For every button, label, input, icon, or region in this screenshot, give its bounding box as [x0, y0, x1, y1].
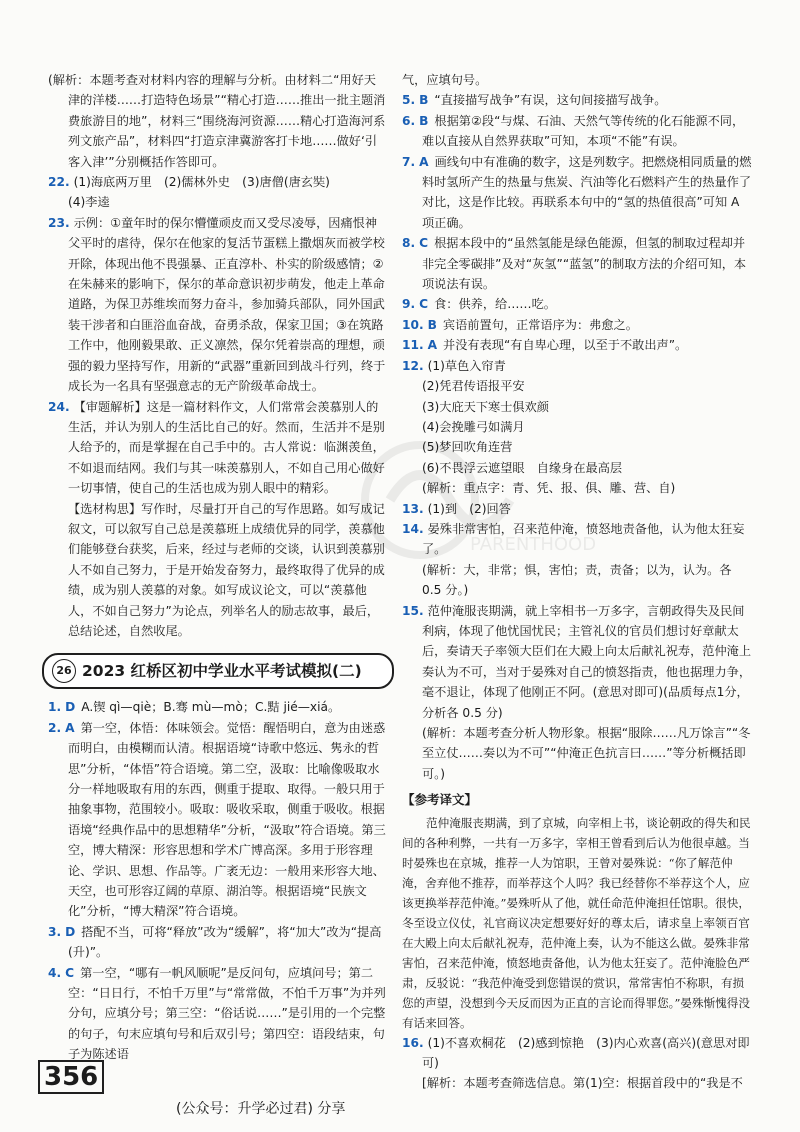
answer-text: 宾语前置句，正常语序为：弗愈之。 [442, 317, 638, 332]
answer-text: 第一空，体悟：体味领会。觉悟：醒悟明白，意为由迷惑而明白，由模糊而认清。根据语境“诗歌中悠远、隽永的哲思”分析，“体悟”符合语境。第二空，汲取：比喻像吸取水分一样地吸取有用的东西，侧重于提取、取得。一般只用于抽象事物，范围较小。吸取：吸收采取，侧重于吸收。根据语境“经典作品中的思想精华”分析，“汲取”符合语境。第三空，博大精深：形容思想和学术广博高深。多用于形容理论、学识、思想、作品等。广袤无边：一般用来形容大地、天空，也可形容辽阔的草原、湖泊等。根据语境“民族文化”分析，“博大精深”符合语境。 [68, 720, 386, 919]
question-number: 24. [48, 399, 70, 414]
section-heading [42, 653, 394, 689]
answer-paragraph [402, 397, 752, 417]
question-number: 2. [48, 720, 62, 735]
answer-text: 【审题解析】这是一篇材料作文，人们常常会羡慕别人的生活，并认为别人的生活比自己的好。然而，生活并不是别人给予的，而是掌握在自己手中的。古人常说：临渊羡鱼，不如退而结网。我们与其一味羡慕别人，不如自己用心做好一切事情，使自己的生活也成为别人眼中的精彩。 [68, 399, 385, 496]
answer-letter: C [419, 297, 429, 312]
translation-paragraph: 范仲淹服丧期满，到了京城，向宰相上书，谈论朝政的得失和民间的各种利弊，一共有一万多字，宰相王曾看到后认为他很卓越。当时晏殊也在京城，推荐一人为馆职，王曾对晏殊说：“你了解范仲淹，舍弃他不推荐，而举荐这个人吗？我已经替你不举荐这个人，应该更换举荐范仲淹。”晏殊听从了他，就任命范仲淹担任馆职。很快，冬至设立仪仗，礼官商议决定想要好好的尊太后，请求皇上率领百官在大殿上向太后献礼祝寿，范仲淹上奏，认为不能这么做。晏殊非常害怕，召来范仲淹，愤怒地责备他，认为他太狂妄了。范仲淹脸色严肃，反驳说：“我范仲淹受到您错误的赏识，常常害怕不称职，有损您的声望，没想到今天反而因为正直的言论而得罪您。”晏殊惭愧得没有话来回答。 [402, 815, 751, 1030]
answer-text: (4)会挽雕弓如满月 [422, 419, 525, 434]
answer-paragraph [48, 697, 388, 717]
watermark-text: PARENTHOOD [470, 534, 597, 555]
answer-text: 晏殊非常害怕，召来范仲淹，愤怒地责备他，认为他太狂妄了。 [422, 521, 745, 557]
question-number: 14. [402, 521, 424, 536]
answer-letter: A [427, 338, 438, 353]
answer-paragraph [402, 294, 752, 314]
answer-paragraph [48, 718, 388, 922]
answer-text: (解析：本题考查对材料内容的理解与分析。由材料二“用好天津的洋楼……打造特色场景”“精心打造……推出一批主题消费旅游目的地”，材料三“围绕海河资源……精心打造海河系列文旅产品”，材料四“打造京津冀游客打卡地……做好‘引客入津’”分别概括作答即可。 [48, 73, 386, 169]
answer-paragraph [48, 192, 388, 212]
answer-text: [解析：本题考查筛选信息。第(1)空：根据首段中的“我是不 [422, 1076, 743, 1091]
answer-text: (解析：大，非常；惧，害怕；责，责备；以为，认为。各 0.5 分。) [422, 562, 732, 598]
answer-paragraph [48, 397, 388, 499]
question-number: 9. [402, 297, 416, 312]
answer-paragraph [402, 376, 752, 396]
answer-paragraph [48, 963, 388, 1065]
question-number: 1. [48, 700, 62, 715]
answer-text: (2)凭君传语报平安 [422, 379, 525, 394]
answer-text: (1)到 (2)回答 [427, 501, 511, 516]
right-column [402, 70, 752, 1094]
answer-paragraph [402, 601, 752, 723]
answer-letter: C [65, 965, 75, 980]
answer-paragraph [402, 1033, 752, 1074]
answer-paragraph [48, 922, 388, 963]
question-number: 8. [402, 236, 416, 251]
answer-paragraph [48, 172, 388, 192]
answer-letter: B [419, 93, 429, 108]
question-number: 11. [402, 338, 424, 353]
answer-text: 【选材构思】写作时，尽量打开自己的写作思路。如写成记叙文，可以叙写自己总是羡慕班上成绩优异的同学，羡慕他们能够登台获奖，后来，经过与老师的交谈，认识到羡慕别人不如自己努力，于是开始发奋努力，最终取得了优异的成绩，成为别人羡慕的对象。如写成议论文，可以“羡慕他人，不如自己努力”为论点，列举名人的励志故事，最后，总结论述，自然收尾。 [68, 501, 385, 638]
question-number: 22. [48, 175, 70, 190]
answer-letter: C [419, 236, 429, 251]
question-number: 6. [402, 113, 416, 128]
answer-text: (5)梦回吹角连营 [422, 440, 513, 455]
left-column [48, 70, 388, 1065]
answer-paragraph [48, 499, 388, 642]
answer-text: 示例：①童年时的保尔懵懂顽皮而又受尽凌辱，因痛恨神父平时的虐待，保尔在他家的复活节蛋糕上撒烟灰而被学校开除，体现出他不畏强暴、正直淳朴、朴实的阶级感情；②在朱赫来的影响下，保尔的革命意识初步萌发，他走上革命道路，为保卫苏维埃而努力奋斗，参加骑兵部队，同外国武装干涉者和白匪浴血奋战，奋勇杀敌，保家卫国；③在筑路工作中，他刚毅果敢、正义凛然，保尔凭着崇高的理想，顽强的毅力坚持写作，用新的“武器”重新回到战斗行列，终于成长为一名具有坚强意志的无产阶级革命战士。 [68, 215, 386, 394]
question-number: 16. [402, 1035, 424, 1050]
question-number: 5. [402, 93, 416, 108]
answer-text: 食：供养，给……吃。 [434, 297, 556, 312]
answer-paragraph [402, 111, 752, 152]
answer-text: (6)不畏浮云遮望眼 自缘身在最高层 [422, 460, 623, 475]
answer-paragraph [402, 70, 752, 90]
answer-paragraph [402, 233, 752, 294]
answer-paragraph [402, 335, 752, 355]
answer-text: 第一空，“哪有一帆风顺呢”是反问句，应填问号；第二空：“日日行，不怕千万里”与“常常做，不怕千万事”为并列分句，应填分号；第三空：“俗话说……”是引用的一个完整的句子，句末应填句号和后双引号；第四空：语段结束，句子为陈述语 [68, 965, 386, 1062]
answer-text: (4)李逵 [68, 195, 110, 210]
answer-text: (解析：重点字：青、凭、报、俱、雕、营、自) [422, 481, 676, 496]
answer-text: 搭配不当，可将“释放”改为“缓解”，将“加大”改为“提高(升)”。 [68, 924, 382, 960]
question-number: 7. [402, 154, 416, 169]
reference-translation-heading: 【参考译文】 [402, 792, 478, 808]
answer-paragraph [402, 356, 752, 376]
answer-text: 并没有表现“有自卑心理，以至于不敢出声”。 [443, 338, 688, 353]
answer-paragraph [48, 70, 388, 172]
answer-text: 根据本段中的“虽然氢能是绿色能源，但氢的制取过程却并非完全零碳排”及对“灰氢”“蓝氢”的制取方法的介绍可知，本项说法有误。 [422, 236, 747, 292]
answer-letter: A [65, 720, 75, 735]
answer-letter: A [419, 154, 429, 169]
answer-paragraph [402, 90, 752, 110]
answer-text: 画线句中有准确的数字，这是列数字。把燃烧相同质量的燃料时氢所产生的热量与焦炭、汽油等化石燃料产生的热量作了对比，这是作比较。再联系本句中的“氢的热值很高”可知 A 项正确。 [422, 154, 752, 230]
answer-paragraph [402, 1073, 752, 1093]
question-number: 15. [402, 603, 424, 618]
question-number: 13. [402, 501, 424, 516]
answer-letter: B [419, 113, 429, 128]
answer-letter: D [65, 924, 76, 939]
footer-note: (公众号：升学必过君) 分享 [176, 1101, 346, 1117]
answer-letter: D [65, 700, 76, 715]
answer-text: (1)草色入帘青 [427, 358, 506, 373]
section-number-circle: 26 [52, 659, 76, 683]
answer-text: (1)海底两万里 (2)儒林外史 (3)唐僧(唐玄奘) [73, 175, 330, 190]
question-number: 10. [402, 317, 424, 332]
question-number: 23. [48, 215, 70, 230]
answer-letter: B [427, 317, 437, 332]
answer-text: A.锲 qì—qiè；B.骞 mù—mò；C.黠 jié—xiá。 [81, 700, 341, 715]
answer-paragraph [48, 213, 388, 397]
question-number: 3. [48, 924, 62, 939]
answer-paragraph [402, 723, 752, 784]
answer-text: 气，应填句号。 [402, 73, 488, 87]
page-number: 356 [38, 1060, 104, 1094]
answer-paragraph [402, 315, 752, 335]
answer-text: 范仲淹服丧期满，就上宰相书一万多字，言朝政得失及民间利病，体现了他忧国忧民；主管礼仪的官员们想讨好章献太后，奏请天子率领大臣们在大殿上向太后献礼祝寿，范仲淹上奏认为不可，当对于晏殊对自己的愤怒指责，他也据理力争，毫不退让，体现了他刚正不阿。(意思对即可)(品质每点1分，分析各 0.5 分) [422, 603, 752, 720]
section-title: 2023 红桥区初中学业水平考试模拟(二) [82, 662, 362, 681]
answer-text: (1)不喜欢桐花 (2)感到惊艳 (3)内心欢喜(高兴)(意思对即可) [422, 1035, 750, 1071]
question-number: 4. [48, 965, 62, 980]
answer-text: “直接描写战争”有误，这句间接描写战争。 [434, 93, 667, 108]
answer-text: (3)大庇天下寒士俱欢颜 [422, 399, 549, 414]
answer-paragraph [402, 152, 752, 234]
answer-text: 根据第②段“与煤、石油、天然气等传统的化石能源不同，难以直接从自然界获取”可知，本项“不能”有误。 [422, 113, 745, 149]
question-number: 12. [402, 358, 424, 373]
answer-text: (解析：本题考查分析人物形象。根据“服除……凡万馀言”“冬至立仗……奏以为不可”“仲淹正色抗言曰……”等分析概括即可。) [422, 726, 751, 781]
